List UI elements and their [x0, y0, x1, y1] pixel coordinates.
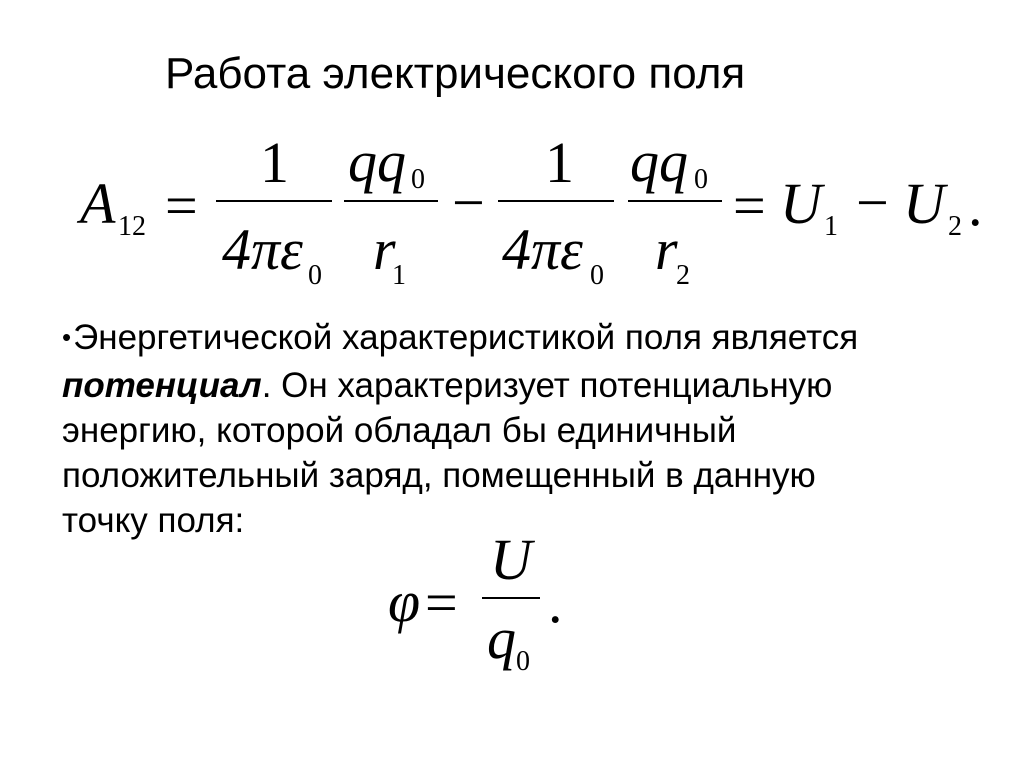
charge-symbol: q	[487, 606, 516, 671]
formula-period: .	[968, 173, 983, 238]
minus-sign: −	[452, 170, 485, 235]
definition-paragraph	[62, 315, 992, 543]
fraction-bar	[216, 200, 332, 202]
epsilon-subscript: 0	[308, 260, 322, 291]
paragraph-line	[62, 315, 992, 363]
voltage-symbol: U	[490, 527, 532, 592]
distance-symbol: r	[655, 217, 678, 282]
fraction-bar	[344, 200, 438, 202]
charge-subscript: 0	[516, 646, 530, 677]
fraction-bar	[628, 200, 722, 202]
energy-symbol: U	[903, 171, 945, 236]
bullet-icon: •	[62, 322, 72, 352]
numerator-one: 1	[545, 130, 574, 195]
equals-sign: =	[733, 173, 766, 238]
paragraph-line	[62, 363, 992, 408]
slide-title: Работа электрического поля	[165, 49, 746, 98]
charge-subscript: 0	[694, 164, 708, 195]
energy-subscript: 1	[824, 211, 838, 242]
paragraph-line: положительный заряд, помещенный в данную	[62, 456, 816, 495]
fraction-bar	[498, 200, 614, 202]
distance-subscript: 1	[392, 260, 406, 291]
paragraph-text: Энергетической характеристикой поля является	[73, 318, 859, 357]
charge-product: qq	[630, 129, 688, 194]
work-symbol: A	[80, 171, 116, 236]
epsilon-subscript: 0	[590, 260, 604, 291]
fraction-bar	[482, 597, 540, 599]
denominator-4-pi-epsilon: 4πε	[222, 217, 303, 282]
distance-symbol: r	[373, 217, 396, 282]
denominator-4-pi-epsilon: 4πε	[502, 217, 583, 282]
formula-period: .	[548, 570, 563, 635]
energy-subscript: 2	[948, 211, 962, 242]
distance-subscript: 2	[676, 260, 690, 291]
paragraph-line: точку поля:	[62, 501, 245, 540]
charge-subscript: 0	[411, 164, 425, 195]
paragraph-text: . Он характеризует потенциальную	[261, 366, 833, 405]
work-subscript: 12	[118, 211, 146, 242]
numerator-one: 1	[260, 130, 289, 195]
minus-sign: −	[856, 170, 889, 235]
key-term: потенциал	[62, 366, 262, 405]
potential-symbol: φ	[388, 569, 421, 634]
energy-symbol: U	[780, 171, 822, 236]
charge-product: qq	[348, 129, 406, 194]
equals-sign: =	[425, 570, 458, 635]
equals-sign: =	[165, 173, 198, 238]
paragraph-line: энергию, которой обладал бы единичный	[62, 411, 737, 450]
